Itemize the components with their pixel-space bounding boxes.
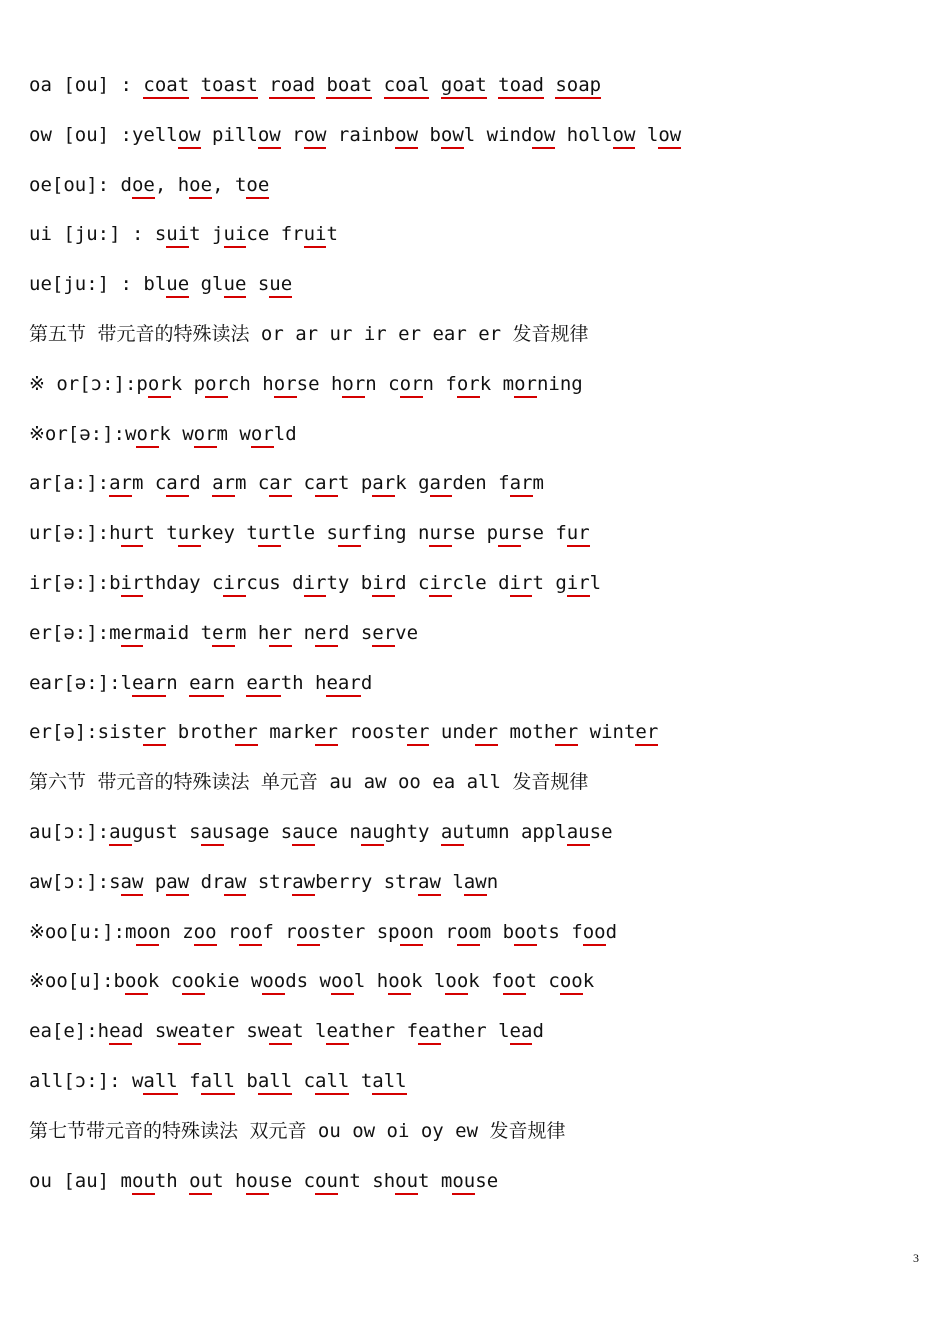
line-text: d (360, 671, 373, 694)
underlined-letters: er (143, 721, 166, 746)
underlined-letters: au (201, 821, 224, 846)
line-text: tumn appl (463, 821, 567, 843)
line-text: th h (280, 671, 327, 694)
underlined-letters: er (635, 721, 658, 746)
line-text: k (582, 970, 595, 993)
underlined-letters: ow (258, 124, 281, 149)
text-line (29, 917, 617, 947)
underlined-letters: au (567, 821, 590, 846)
text-line (29, 518, 590, 548)
text-line (29, 717, 658, 747)
text-line (29, 70, 601, 100)
line-text: t (326, 223, 338, 246)
line-text: cus d (246, 572, 304, 594)
underlined-letters: ou (246, 1170, 269, 1195)
underlined-letters: ar (430, 472, 453, 497)
line-text: mark (257, 721, 316, 744)
underlined-letters: au (292, 821, 315, 846)
underlined-letters: ui (166, 223, 189, 248)
line-text: l h (353, 970, 389, 993)
line-text: t j (189, 223, 224, 246)
line-text: er[ə:]:m (29, 621, 121, 644)
line-text: thday c (143, 572, 224, 594)
line-text: all[ɔ:]: w (29, 1070, 144, 1092)
line-text (372, 74, 383, 96)
underlined-letters: ui (304, 223, 327, 248)
underlined-letters: ur (498, 522, 521, 547)
underlined-letters: ar (510, 472, 533, 497)
underlined-letters: aw (418, 871, 441, 896)
line-text: ghty (383, 821, 441, 843)
line-text: k l (411, 970, 446, 993)
line-text: se (475, 1169, 499, 1192)
line-text: d c (395, 572, 430, 594)
line-text: k f (468, 970, 503, 993)
underlined-letters: or (136, 423, 159, 448)
underlined-letters: all (315, 1070, 349, 1095)
line-text: nt sh (337, 1169, 396, 1192)
line-text: ※oo[u:]:m (29, 920, 137, 943)
line-text: t l (292, 1020, 327, 1043)
underlined-letters: ir (510, 572, 533, 597)
line-text: n (292, 621, 316, 644)
underlined-letters: ow (178, 124, 201, 149)
text-line (29, 568, 601, 598)
line-text: b (234, 1070, 258, 1092)
line-text: t (349, 1070, 373, 1092)
line-text: ce n (315, 821, 361, 843)
line-text: k g (395, 472, 430, 495)
line-text: c (292, 472, 316, 495)
line-text: k m (479, 372, 515, 395)
underlined-letters: ui (224, 223, 247, 248)
line-text: tle s (280, 522, 338, 545)
line-text: m (532, 472, 544, 495)
text-line (29, 319, 589, 349)
line-text: er[ə]:sist (29, 721, 144, 744)
line-text: c (292, 1070, 316, 1092)
line-text: fing n (360, 522, 430, 545)
underlined-letters: or (274, 373, 297, 398)
underlined-letters: oo (514, 921, 537, 946)
underlined-letters: ur (178, 522, 201, 547)
underlined-letters: ar (212, 472, 235, 497)
underlined-letters: oo (445, 970, 468, 995)
underlined-letters: or (342, 373, 365, 398)
page-number: 3 (913, 1251, 919, 1265)
underlined-letters: oe (246, 174, 269, 199)
underlined-letters: ar (315, 472, 338, 497)
line-text: und (429, 721, 476, 744)
line-text (544, 74, 555, 96)
line-text: ter sw (200, 1020, 270, 1043)
text-line (29, 767, 588, 797)
line-text: k p (170, 372, 206, 395)
underlined-letters: ue (224, 273, 247, 298)
line-text: n (166, 671, 190, 694)
underlined-letters: or (251, 423, 274, 448)
line-text: ch h (227, 372, 274, 395)
line-text: k w (159, 422, 194, 445)
line-text: m w (216, 422, 251, 445)
line-text: f (177, 1070, 201, 1092)
line-text (487, 74, 498, 96)
underlined-letters: oe (132, 174, 155, 199)
line-text: p (143, 870, 167, 893)
underlined-letters: toast (201, 74, 258, 99)
line-text: f r (262, 920, 297, 943)
underlined-letters: ear (132, 672, 166, 697)
line-text: t h (212, 1169, 247, 1192)
underlined-letters: ow (613, 124, 636, 149)
line-text: ur[ə:]:h (29, 522, 121, 545)
underlined-letters: ar (166, 472, 189, 497)
underlined-letters: ou (315, 1170, 338, 1195)
underlined-letters: ar (269, 472, 292, 497)
line-text: d (532, 1020, 544, 1043)
underlined-letters: or (194, 423, 217, 448)
underlined-letters: oo (560, 970, 583, 995)
underlined-letters: ea (510, 1020, 533, 1045)
line-text: se p (452, 522, 499, 545)
underlined-letters: ue (269, 273, 292, 298)
underlined-letters: au (361, 821, 384, 846)
line-text: n (486, 870, 499, 893)
underlined-letters: ur (258, 522, 281, 547)
underlined-letters: ea (326, 1020, 349, 1045)
line-text: ui [ju:] : s (29, 223, 167, 246)
line-text: , h (154, 173, 190, 196)
line-text: m h (234, 621, 270, 644)
underlined-letters: all (372, 1070, 406, 1095)
underlined-letters: ow (658, 124, 681, 149)
underlined-letters: er (555, 721, 578, 746)
line-text: d sw (131, 1020, 178, 1043)
underlined-letters: ear (246, 672, 280, 697)
underlined-letters: or (457, 373, 480, 398)
underlined-letters: ue (166, 273, 189, 298)
underlined-letters: goat (441, 74, 487, 99)
line-text: ld (273, 422, 297, 445)
line-text: ea[e]:h (29, 1020, 110, 1043)
underlined-letters: ar (109, 472, 132, 497)
text-line (29, 1016, 544, 1046)
line-text: ve (395, 621, 419, 644)
underlined-letters: coat (143, 74, 189, 99)
underlined-letters: er (121, 622, 144, 647)
underlined-letters: toad (498, 74, 544, 99)
underlined-letters: ow (532, 124, 555, 149)
underlined-letters: ow (304, 124, 327, 149)
underlined-letters: ea (418, 1020, 441, 1045)
line-text: s (246, 273, 270, 296)
underlined-letters: er (315, 622, 338, 647)
line-text: l wind (463, 123, 533, 146)
line-text: roost (337, 721, 407, 744)
line-text: rainb (326, 123, 396, 146)
line-text: n z (159, 920, 194, 943)
line-text: ar[a:]: (29, 472, 110, 495)
underlined-letters: ea (269, 1020, 292, 1045)
text-line (29, 966, 594, 996)
underlined-letters: all (143, 1070, 177, 1095)
line-text: ue[ju:] : bl (29, 273, 167, 296)
line-text: b (418, 123, 441, 146)
underlined-letters: au (441, 821, 464, 846)
underlined-letters: or (400, 373, 423, 398)
line-text: ther l (440, 1020, 510, 1043)
line-text: ※or[ə:]:w (29, 422, 137, 445)
underlined-letters: oo (194, 921, 217, 946)
underlined-letters: er (212, 622, 235, 647)
underlined-letters: all (258, 1070, 292, 1095)
underlined-letters: oo (331, 970, 354, 995)
line-text: l (440, 870, 464, 893)
text-line (29, 419, 297, 449)
line-text: wint (578, 721, 636, 744)
line-text: ce fr (246, 223, 304, 246)
underlined-letters: ou (132, 1170, 155, 1195)
underlined-letters: ir (429, 572, 452, 597)
line-text: ster sp (319, 920, 400, 943)
line-text: str (246, 870, 293, 893)
underlined-letters: ou (189, 1170, 212, 1195)
underlined-letters: ou (395, 1170, 418, 1195)
line-text: holl (555, 123, 613, 146)
line-text: oa [ou] : (29, 74, 144, 96)
line-text: m c (131, 472, 167, 495)
text-line (29, 369, 583, 399)
underlined-letters: ir (223, 572, 246, 597)
line-text: r (280, 123, 304, 146)
underlined-letters: oo (583, 921, 606, 946)
underlined-letters: ir (372, 572, 395, 597)
text-line (29, 668, 372, 698)
line-text: t t (143, 522, 178, 545)
underlined-letters: ir (567, 572, 590, 597)
line-text: l (589, 572, 602, 594)
underlined-letters: all (201, 1070, 235, 1095)
line-text: n (223, 671, 247, 694)
underlined-letters: or (148, 373, 171, 398)
underlined-letters: au (109, 821, 132, 846)
line-text (258, 74, 269, 96)
underlined-letters: oo (503, 970, 526, 995)
line-text: den f (452, 472, 510, 495)
underlined-letters: aw (166, 871, 189, 896)
underlined-letters: ear (326, 672, 360, 697)
line-text: ning (536, 372, 583, 395)
underlined-letters: ou (452, 1170, 475, 1195)
line-text: ther f (349, 1020, 419, 1043)
line-text: gust s (131, 821, 201, 843)
underlined-letters: boat (326, 74, 372, 99)
line-text: 第五节 带元音的特殊读法 or ar ur ir er ear er 发音规律 (29, 323, 589, 345)
line-text: 第七节带元音的特殊读法 双元音 ou ow oi oy ew 发音规律 (29, 1119, 566, 1142)
text-line (29, 468, 544, 498)
line-text: m b (479, 920, 515, 943)
underlined-letters: oo (239, 921, 262, 946)
line-text: ※ or[ɔ:]:p (29, 372, 148, 395)
text-line (29, 817, 613, 847)
text-line (29, 1166, 498, 1196)
underlined-letters: ear (189, 672, 223, 697)
underlined-letters: aw (121, 871, 144, 896)
line-text: key t (200, 522, 258, 545)
line-text: , t (212, 173, 247, 196)
underlined-letters: coal (384, 74, 430, 99)
underlined-letters: er (315, 721, 338, 746)
text-line (29, 618, 418, 648)
line-text: ow [ou] :yell (29, 123, 178, 146)
text-line (29, 269, 292, 299)
underlined-letters: ur (338, 522, 361, 547)
underlined-letters: ea (109, 1020, 132, 1045)
line-text: cle d (452, 572, 510, 594)
underlined-letters: er (372, 622, 395, 647)
underlined-letters: aw (292, 871, 315, 896)
underlined-letters: ow (395, 124, 418, 149)
line-text: t p (337, 472, 373, 495)
underlined-letters: oo (136, 921, 159, 946)
line-text: se c (269, 1169, 316, 1192)
line-text: l (635, 123, 659, 146)
underlined-letters: er (407, 721, 430, 746)
underlined-letters: oo (400, 921, 423, 946)
line-text: d (605, 920, 618, 943)
underlined-letters: ur (429, 522, 452, 547)
line-text: t m (418, 1169, 453, 1192)
underlined-letters: ir (121, 572, 144, 597)
text-line (29, 120, 681, 150)
line-text (315, 74, 326, 96)
line-text: dr (189, 870, 224, 893)
line-text: ts f (536, 920, 583, 943)
underlined-letters: oo (457, 921, 480, 946)
line-text: ※oo[u]:b (29, 970, 125, 993)
text-line (29, 170, 269, 200)
line-text: d s (337, 621, 373, 644)
line-text: broth (166, 721, 235, 744)
line-text: n c (365, 372, 400, 395)
underlined-letters: aw (464, 871, 487, 896)
line-text: d (189, 472, 213, 495)
line-text: ou [au] m (29, 1169, 132, 1192)
underlined-letters: ur (121, 522, 144, 547)
line-text: n r (422, 920, 457, 943)
text-line (29, 1116, 565, 1146)
line-text: ir[ə:]:b (29, 572, 121, 594)
underlined-letters: ar (372, 472, 395, 497)
line-text: n f (422, 372, 457, 395)
underlined-letters: oo (125, 970, 148, 995)
underlined-letters: oo (182, 970, 205, 995)
line-text: maid t (143, 621, 213, 644)
line-text: aw[ɔ:]:s (29, 870, 121, 893)
text-line (29, 867, 498, 897)
line-text: th (154, 1169, 190, 1192)
underlined-letters: oo (262, 970, 285, 995)
line-text: gl (189, 273, 224, 296)
line-text: ds w (285, 970, 331, 993)
underlined-letters: ur (567, 522, 590, 547)
line-text: se h (296, 372, 343, 395)
text-line (29, 219, 338, 249)
underlined-letters: oe (189, 174, 212, 199)
line-text: pill (200, 123, 258, 146)
line-text: oe[ou]: d (29, 173, 132, 196)
underlined-letters: er (475, 721, 498, 746)
underlined-letters: aw (224, 871, 247, 896)
text-line (29, 1066, 407, 1096)
underlined-letters: ea (178, 1020, 201, 1045)
line-text: m c (234, 472, 270, 495)
line-text: k c (147, 970, 183, 993)
line-text: au[ɔ:]: (29, 821, 110, 843)
underlined-letters: or (514, 373, 537, 398)
underlined-letters: oo (388, 970, 411, 995)
line-text: 第六节 带元音的特殊读法 单元音 au aw oo ea all 发音规律 (29, 771, 589, 794)
line-text (189, 74, 200, 96)
line-text: r (216, 920, 240, 943)
line-text: berry str (315, 870, 419, 893)
line-text: t g (532, 572, 567, 594)
line-text: ear[ə:]:l (29, 671, 132, 694)
underlined-letters: ir (304, 572, 327, 597)
underlined-letters: road (269, 74, 315, 99)
underlined-letters: oo (297, 921, 320, 946)
line-text: se f (521, 522, 567, 545)
line-text: ty b (326, 572, 373, 594)
line-text (429, 74, 440, 96)
underlined-letters: ow (441, 124, 464, 149)
line-text: se (589, 821, 613, 843)
line-text: moth (498, 721, 556, 744)
line-text: kie w (205, 970, 263, 993)
underlined-letters: er (269, 622, 292, 647)
underlined-letters: soap (555, 74, 601, 99)
underlined-letters: or (205, 373, 228, 398)
line-text: sage s (223, 821, 293, 843)
underlined-letters: er (235, 721, 258, 746)
line-text: t c (525, 970, 560, 993)
